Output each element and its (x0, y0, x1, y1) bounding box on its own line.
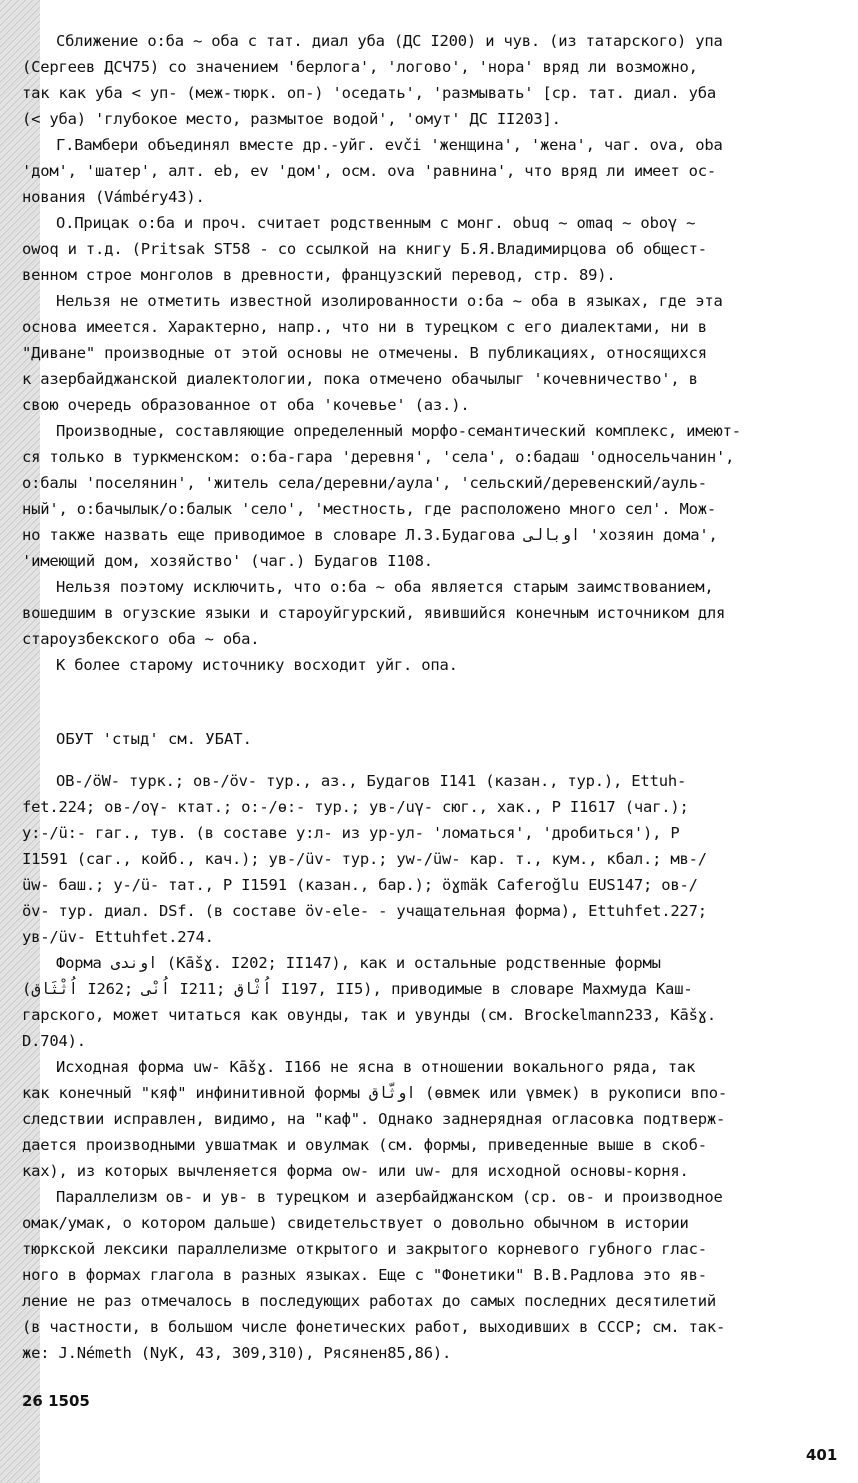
text-line: ках), из которых вычленяется форма ow- или uw- для исходной основы-корня. (22, 1162, 689, 1180)
text-line: о:балы 'поселянин', 'житель села/деревни/аула', 'сельский/деревенский/ауль- (22, 474, 707, 492)
text-line: Форма اوندى (Kāšɣ. I202; II147), как и остальные родственные формы (56, 954, 661, 972)
text-line: (اُثْثَاق I262; اُنْى I211; اُثْاق I197, II5), приводимые в словаре Махмуда Каш- (22, 980, 693, 998)
paragraph-4 (0, 288, 858, 418)
text-line: 'дом', 'шатер', алт. eb, ev 'дом', осм. ova 'равнина', что вряд ли имеет ос- (22, 162, 717, 180)
text-line: ОВ-/ӧW- турк.; ов-/ӧv- тур., аз., Будагов I141 (казан., тур.), Ettuh- (56, 772, 687, 790)
text-line: Сближение о:ба ~ оба с тат. диал уба (ДС I200) и чув. (из татарского) упа (56, 32, 723, 50)
text-line: 'имеющий дом, хозяйство' (чаг.) Будагов I108. (22, 552, 433, 570)
text-line: Нельзя поэтому исключить, что о:ба ~ оба является старым заимствованием, (56, 578, 714, 596)
text-line: D.704). (22, 1032, 86, 1050)
paragraph-1 (0, 28, 858, 132)
text-line: "Диване" производные от этой основы не отмечены. В публикациях, относящихся (22, 344, 707, 362)
text-line: нования (Vámbéry43). (22, 188, 205, 206)
paragraph-3 (0, 210, 858, 288)
entry-heading: ОБУТ 'стыд' см. УБАТ. (56, 730, 252, 748)
text-line: ный', о:бачылык/о:балык 'село', 'местность, где расположено много сел'. Мож- (22, 500, 717, 518)
text-line: üw- баш.; у-/ü- тат., Р I1591 (казан., бар.); öɣmäk Caferoğlu EUS147; ов-/ (22, 876, 698, 894)
text-line: fet.224; ов-/оγ- ктат.; о:-/ө:- тур.; ув-/uγ- сюг., хак., Р I1617 (чаг.); (22, 798, 689, 816)
text-line: Исходная форма uw- Kāšɣ. I166 не ясна в отношении вокального ряда, так (56, 1058, 696, 1076)
text-line: но также назвать еще приводимое в словаре Л.З.Будагова اوبالى 'хозяин дома', (22, 526, 718, 544)
text-line: тюркской лексики параллелизме открытого и закрытого корневого губного глас- (22, 1240, 707, 1258)
text-line: следствии исправлен, видимо, на "каф". Однако заднерядная огласовка подтверж- (22, 1110, 726, 1128)
paragraph-12 (0, 1184, 858, 1366)
text-line: у:-/ü:- гаг., тув. (в составе у:л- из ур-ул- 'ломаться', 'дробиться'), Р (22, 824, 680, 842)
paragraph-6 (0, 574, 858, 652)
text-line: так как уба < уп- (меж-тюрк. оп-) 'оседать', 'размывать' [ср. тат. диал. уба (22, 84, 717, 102)
text-line: же: J.Németh (NyK, 43, 309,310), Рясянен85,86). (22, 1344, 452, 1362)
text-line: Параллелизм ов- и ув- в турецком и азербайджанском (ср. ов- и производное (56, 1188, 723, 1206)
paragraph-11 (0, 1054, 858, 1184)
paragraph-5 (0, 418, 858, 574)
text-line: (< уба) 'глубокое место, размытое водой', 'омут' ДС II203]. (22, 110, 561, 128)
text-line: ув-/üv- Ettuhfet.274. (22, 928, 214, 946)
text-line: Г.Вамбери объединял вместе др.-уйг. evči 'женщина', 'жена', чаг. ova, oba (56, 136, 723, 154)
text-line: Нельзя не отметить известной изолированности о:ба ~ оба в языках, где эта (56, 292, 723, 310)
text-line: Производные, составляющие определенный морфо-семантический комплекс, имеют- (56, 422, 741, 440)
text-line: гарского, может читаться как овунды, так и увунды (см. Brockelmann233, Kāšɣ. (22, 1006, 717, 1024)
printer-signature: 26 1505 (22, 1392, 90, 1410)
paragraph-9 (0, 768, 858, 950)
text-line: ление не раз отмечалось в последующих работах до самых последних десятилетий (22, 1292, 717, 1310)
text-line: венном строе монголов в древности, французский перевод, стр. 89). (22, 266, 616, 284)
text-line: вошедшим в огузские языки и староуйгурский, явившийся конечным источником для (22, 604, 726, 622)
text-line: омак/умак, о котором дальше) свидетельствует о довольно обычном в истории (22, 1214, 689, 1232)
text-line: дается производными увшатмак и овулмак (см. формы, приведенные выше в скоб- (22, 1136, 707, 1154)
text-line: как конечный "кяф" инфинитивной формы اوثّاق (өвмек или үвмек) в рукописи впо- (22, 1084, 727, 1102)
text-line: К более старому источнику восходит уйг. опа. (56, 656, 458, 674)
text-line: I1591 (саг., койб., кач.); ув-/üv- тур.; уw-/üw- кар. т., кум., кбал.; мв-/ (22, 850, 707, 868)
text-line: староузбекского оба ~ оба. (22, 630, 260, 648)
paragraph-2 (0, 132, 858, 210)
paragraph-10 (0, 950, 858, 1054)
book-page (0, 18, 858, 1464)
paragraph-7 (0, 652, 858, 678)
text-line: ного в формах глагола в разных языках. Еще с "Фонетики" В.В.Радлова это яв- (22, 1266, 707, 1284)
text-line: (в частности, в большом числе фонетических работ, выходивших в СССР; см. так- (22, 1318, 726, 1336)
text-line: owoq и т.д. (Pritsak ST58 - со ссылкой на книгу Б.Я.Владимирцова об общест- (22, 240, 707, 258)
text-line: ся только в туркменском: о:ба-гара 'деревня', 'села', о:бадаш 'односельчанин', (22, 448, 735, 466)
text-line: (Сергеев ДСЧ75) со значением 'берлога', 'логово', 'нора' вряд ли возможно, (22, 58, 698, 76)
page-number: 401 (806, 1446, 838, 1464)
text-line: О.Прицак о:ба и проч. считает родственным с монг. obuq ~ omaq ~ oboγ ~ (56, 214, 696, 232)
text-line: основа имеется. Характерно, напр., что ни в турецком с его диалектами, ни в (22, 318, 707, 336)
text-line: öv- тур. диал. DSf. (в составе öv-ele- - учащательная форма), Ettuhfet.227; (22, 902, 707, 920)
text-line: свою очередь образованное от оба 'кочевье' (аз.). (22, 396, 470, 414)
text-line: к азербайджанской диалектологии, пока отмечено обачылыг 'кочевничество', в (22, 370, 698, 388)
